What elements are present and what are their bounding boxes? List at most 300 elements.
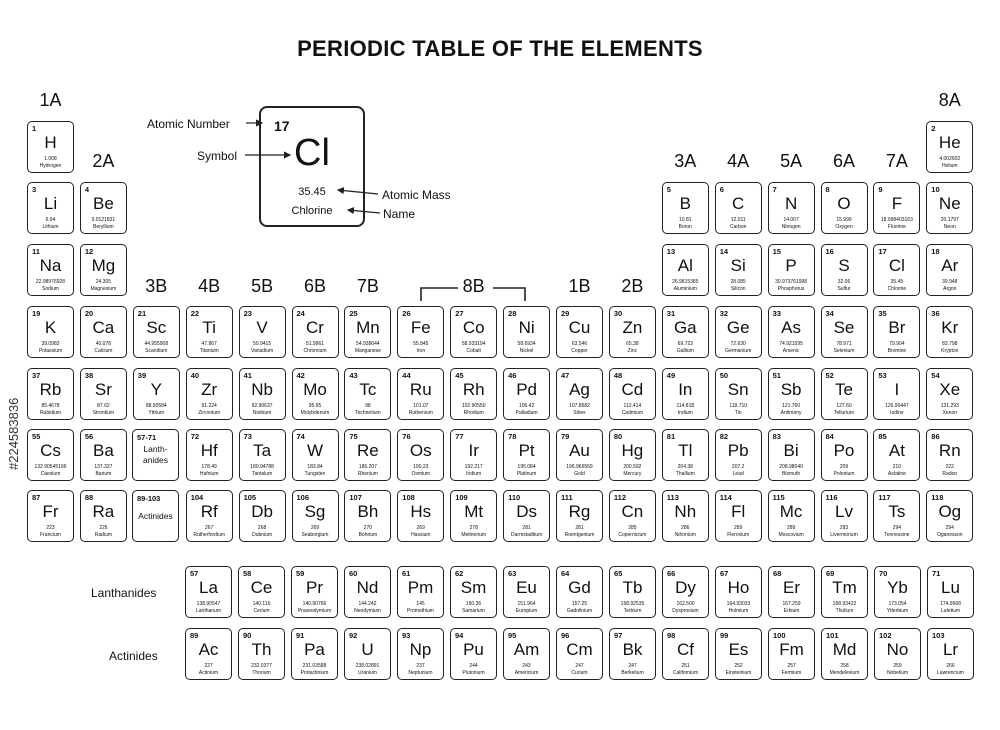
element-symbol: C	[732, 194, 745, 213]
element-name: Barium	[95, 471, 112, 477]
element-name: Moscovium	[778, 532, 804, 538]
element-cell-sm	[450, 566, 497, 618]
element-name: Iron	[416, 348, 426, 354]
element-name: Xenon	[942, 410, 958, 416]
element-symbol: Ca	[92, 318, 115, 337]
element-cell-fm	[768, 628, 815, 680]
element-name: Titanium	[199, 348, 219, 354]
atomic-mass: 281	[522, 525, 531, 531]
element-symbol: Co	[462, 318, 485, 337]
atomic-number: 78	[508, 432, 517, 441]
atomic-mass: 150.36	[465, 601, 482, 607]
element-symbol: Pa	[304, 640, 325, 659]
element-name: Niobium	[252, 410, 272, 416]
element-cell-la	[185, 566, 232, 618]
atomic-number: 20	[84, 309, 94, 318]
atomic-mass: 281	[575, 525, 584, 531]
atomic-mass: 18.998403163	[880, 217, 913, 223]
element-name: Nihonium	[674, 532, 696, 538]
group-label-7b: 7B	[356, 276, 379, 296]
atomic-number: 5	[666, 185, 671, 194]
element-name: Radium	[94, 532, 112, 538]
atomic-mass: 257	[787, 663, 796, 669]
element-cell-no	[874, 628, 921, 680]
element-cell-po	[821, 429, 868, 481]
atomic-number: 113	[666, 493, 679, 502]
element-cell-tb	[609, 566, 656, 618]
element-cell-tc	[344, 368, 391, 420]
atomic-mass: 210	[892, 464, 902, 470]
atomic-number: 31	[666, 309, 676, 318]
atomic-mass: 22.98976928	[35, 279, 66, 285]
atomic-number: 12	[84, 247, 94, 256]
element-symbol: Kr	[941, 318, 959, 337]
element-cell-ts	[873, 490, 920, 542]
element-symbol: Cs	[40, 441, 61, 460]
element-cell-mc	[768, 490, 815, 542]
element-symbol: Sc	[146, 318, 167, 337]
atomic-mass: 209	[839, 464, 849, 470]
element-cell-am	[503, 628, 550, 680]
group-label-3b: 3B	[145, 276, 168, 296]
atomic-mass: 258	[840, 663, 849, 669]
element-symbol: Sm	[460, 578, 487, 597]
element-cell-pd	[503, 368, 550, 420]
atomic-number: 66	[667, 569, 676, 578]
element-name: Lithium	[42, 224, 59, 230]
element-symbol: Tc	[359, 380, 377, 399]
atomic-number: 90	[243, 631, 252, 640]
element-symbol: U	[361, 640, 374, 659]
element-cell-lu	[927, 566, 974, 618]
element-name: Erbium	[783, 608, 800, 614]
element-symbol: Se	[833, 318, 855, 337]
atomic-mass: 269	[310, 525, 320, 531]
element-name: Chromium	[303, 348, 327, 354]
atomic-mass: 158.92535	[620, 601, 645, 607]
atomic-number: 112	[613, 493, 626, 502]
element-cell-ir	[450, 429, 497, 481]
element-symbol: Cn	[621, 502, 644, 521]
atomic-mass: 24.305	[95, 279, 112, 285]
element-symbol: Pt	[518, 441, 535, 460]
element-symbol: K	[44, 318, 57, 337]
element-cell-ti	[186, 306, 233, 358]
atomic-mass: 144.242	[358, 601, 377, 607]
element-name: Tellurium	[833, 410, 854, 416]
atomic-mass: 252	[734, 663, 743, 669]
atomic-mass: 32.06	[837, 279, 851, 285]
atomic-number: 97	[614, 631, 623, 640]
element-name: Lead	[732, 471, 744, 477]
atomic-number: 10	[931, 185, 940, 194]
group-label-2b: 2B	[621, 276, 644, 296]
element-cell-pr	[291, 566, 338, 618]
atomic-mass: 95.95	[308, 403, 322, 409]
element-symbol: Hs	[410, 502, 432, 521]
group-label-6a: 6A	[832, 151, 856, 171]
element-cell-co	[450, 306, 497, 358]
atomic-number: 36	[931, 309, 940, 318]
atomic-mass: 192.217	[464, 464, 483, 470]
atomic-number: 57	[190, 569, 199, 578]
element-cell-rn	[926, 429, 973, 481]
element-cell-sn	[715, 368, 762, 420]
atomic-mass: 107.8682	[569, 403, 590, 409]
element-symbol: Cr	[306, 318, 324, 337]
element-symbol: Pd	[516, 380, 537, 399]
element-name: Phosphorus	[777, 286, 805, 292]
atomic-number: 22	[190, 309, 200, 318]
element-name: Copernicium	[618, 532, 647, 538]
atomic-number: 79	[561, 432, 570, 441]
element-symbol: Og	[938, 502, 962, 521]
element-name: Lawrencium	[937, 670, 964, 676]
element-name: Strontium	[92, 410, 115, 416]
atomic-number: 2	[931, 124, 936, 133]
atomic-number: 61	[402, 569, 411, 578]
atomic-mass: 50.9415	[253, 341, 272, 347]
element-symbol: Ag	[569, 380, 590, 399]
element-name: Magnesium	[90, 286, 117, 292]
element-name: Rhodium	[463, 410, 484, 416]
legend-label-name: Name	[383, 207, 416, 221]
atomic-number: 114	[719, 493, 732, 502]
group-label-1b: 1B	[568, 276, 591, 296]
group-label-4b: 4B	[198, 276, 221, 296]
atomic-mass: 270	[363, 525, 373, 531]
atomic-number: 9	[878, 185, 883, 194]
element-symbol: Ge	[726, 318, 750, 337]
atomic-mass: 51.9961	[305, 341, 325, 347]
element-symbol: Xe	[939, 380, 961, 399]
element-cell-tm	[821, 566, 868, 618]
element-symbol: Tm	[832, 578, 857, 597]
element-cell-si	[715, 244, 762, 296]
element-cell-cf	[662, 628, 709, 680]
element-name: Tungsten	[304, 471, 326, 477]
element-cell-fl	[715, 490, 762, 542]
element-cell-ta	[239, 429, 286, 481]
element-symbol: Cf	[677, 640, 694, 659]
element-name: Scandium	[145, 348, 168, 354]
element-name: Vanadium	[251, 348, 274, 354]
element-symbol: Ra	[92, 502, 115, 521]
element-name: Lutetium	[940, 608, 961, 614]
element-name: Lanthanum	[195, 608, 222, 614]
element-cell-np	[397, 628, 444, 680]
atomic-mass: 232.0377	[251, 663, 272, 669]
atomic-number: 83	[772, 432, 781, 441]
element-cell-rg	[556, 490, 603, 542]
element-name: Thorium	[252, 670, 271, 676]
element-symbol: Ho	[727, 578, 750, 597]
element-symbol: Ru	[409, 380, 432, 399]
atomic-mass: 195.084	[517, 464, 536, 470]
atomic-number: 62	[455, 569, 464, 578]
element-name: Caesium	[40, 471, 61, 477]
element-symbol: Sr	[94, 380, 112, 399]
atomic-mass: 106.42	[518, 403, 535, 409]
atomic-number: 1	[32, 124, 37, 133]
atomic-number: 92	[349, 631, 358, 640]
atomic-number: 67	[720, 569, 729, 578]
atomic-mass: 85.4678	[41, 403, 60, 409]
element-name: Promethium	[407, 608, 434, 614]
atomic-mass: 190.23	[413, 464, 429, 470]
atomic-mass: 112.414	[623, 403, 642, 409]
element-name: Nickel	[519, 348, 534, 354]
atomic-number: 25	[349, 309, 358, 318]
atomic-mass: 293	[839, 525, 849, 531]
atomic-number: 53	[878, 371, 887, 380]
element-cell-eu	[503, 566, 550, 618]
element-name: Rubidium	[39, 410, 62, 416]
atomic-number: 96	[561, 631, 570, 640]
element-symbol: Es	[728, 640, 749, 659]
atomic-mass: 20.1797	[940, 217, 959, 223]
element-name: Antimony	[780, 410, 802, 416]
atomic-number: 41	[243, 371, 252, 380]
element-symbol: Pm	[407, 578, 434, 597]
element-name: Thulium	[835, 608, 854, 614]
atomic-mass: 44.955908	[144, 341, 169, 347]
element-name: Curium	[571, 670, 588, 676]
atomic-mass: 88.90584	[145, 403, 167, 409]
atomic-number: 58	[243, 569, 252, 578]
element-symbol: Sn	[727, 380, 749, 399]
atomic-mass: 266	[946, 663, 955, 669]
atomic-mass: 40.078	[95, 341, 112, 347]
element-symbol: Au	[569, 441, 590, 460]
atomic-mass: 79.904	[889, 341, 905, 347]
element-name: Californium	[672, 670, 699, 676]
atomic-number: 108	[402, 493, 415, 502]
element-symbol: Cl	[888, 256, 905, 275]
element-name: Flerovium	[727, 532, 750, 538]
element-symbol: Re	[357, 441, 379, 460]
atomic-mass: 14.007	[783, 217, 799, 223]
element-name: Berkelium	[621, 670, 644, 676]
element-symbol: Rf	[200, 502, 218, 521]
element-symbol: Ni	[518, 318, 535, 337]
element-symbol: Mt	[464, 502, 484, 521]
element-cell-og	[926, 490, 973, 542]
element-name: Iridium	[466, 471, 482, 477]
element-name: Germanium	[725, 348, 752, 354]
element-cell-te	[821, 368, 868, 420]
element-cell-mn	[344, 306, 391, 358]
element-symbol: No	[886, 640, 909, 659]
element-symbol: Pu	[463, 640, 484, 659]
element-symbol: Md	[832, 640, 857, 659]
atomic-number: 64	[561, 569, 570, 578]
atomic-number: 69	[826, 569, 835, 578]
atomic-number: 102	[879, 631, 892, 640]
atomic-number: 44	[402, 371, 411, 380]
element-symbol: Rg	[568, 502, 591, 521]
element-symbol: Be	[92, 194, 114, 213]
atomic-mass: 137.327	[94, 464, 113, 470]
element-cell-zr	[186, 368, 233, 420]
element-cell-bk	[609, 628, 656, 680]
element-cell-cr	[292, 306, 339, 358]
element-cell-sb	[768, 368, 815, 420]
atomic-mass: 12.011	[730, 217, 746, 223]
element-name: Zirconium	[198, 410, 221, 416]
element-cell-bi	[768, 429, 815, 481]
element-cell-xe	[926, 368, 973, 420]
placeholder-number: 57-71	[137, 433, 157, 442]
atomic-number: 56	[84, 432, 94, 441]
atomic-number: 7	[772, 185, 777, 194]
element-symbol: Fl	[731, 502, 746, 521]
atomic-number: 34	[825, 309, 834, 318]
group-label-5b: 5B	[251, 276, 274, 296]
atomic-number: 81	[666, 432, 676, 441]
atomic-number: 93	[402, 631, 411, 640]
element-cell-cd	[609, 368, 656, 420]
atomic-number: 37	[32, 371, 41, 380]
element-name: Chlorine	[887, 286, 907, 292]
element-cell-ce	[238, 566, 285, 618]
element-cell-fe	[397, 306, 444, 358]
atomic-number: 28	[508, 309, 517, 318]
element-name: Uranium	[358, 670, 377, 676]
element-symbol: Cd	[621, 380, 644, 399]
atomic-number: 54	[931, 371, 940, 380]
atomic-mass: 39.0983	[41, 341, 60, 347]
element-name: Palladium	[515, 410, 538, 416]
atomic-mass: 121.760	[782, 403, 801, 409]
atomic-mass: 267	[205, 525, 214, 531]
atomic-number: 60	[349, 569, 358, 578]
element-name: Astatine	[887, 471, 906, 477]
element-name: Gallium	[676, 348, 694, 354]
element-symbol: In	[678, 380, 693, 399]
element-symbol: Hg	[621, 441, 644, 460]
atomic-mass: 58.933194	[461, 341, 486, 347]
element-symbol: Al	[677, 256, 693, 275]
element-name: Rutherfordium	[193, 532, 226, 538]
element-name: Darmstadtium	[511, 532, 543, 538]
atomic-number: 35	[878, 309, 887, 318]
atomic-number: 4	[84, 185, 90, 194]
element-symbol: Pb	[727, 441, 749, 460]
element-cell-se	[821, 306, 868, 358]
element-symbol: Nb	[251, 380, 273, 399]
atomic-number: 95	[508, 631, 517, 640]
atomic-number: 45	[455, 371, 464, 380]
element-symbol: Bh	[357, 502, 379, 521]
legend-symbol: Cl	[294, 132, 330, 174]
atomic-number: 6	[719, 185, 724, 194]
element-name: Gadolinium	[566, 608, 593, 614]
atomic-mass: 114.818	[676, 403, 695, 409]
atomic-mass: 247	[575, 663, 584, 669]
element-name: Seaborgium	[301, 532, 329, 538]
element-symbol: B	[679, 194, 691, 213]
element-name: Dysprosium	[672, 608, 699, 614]
atomic-number: 111	[561, 493, 573, 502]
element-cell-at	[873, 429, 920, 481]
atomic-mass: 157.25	[571, 601, 588, 607]
atomic-number: 109	[455, 493, 468, 502]
atomic-mass: 294	[945, 525, 954, 531]
atomic-mass: 285	[628, 525, 637, 531]
element-cell-sr	[80, 368, 127, 420]
element-cell-li	[27, 182, 74, 234]
element-cell-rf	[186, 490, 233, 542]
element-symbol: Db	[251, 502, 273, 521]
element-name: Boron	[678, 224, 692, 230]
atomic-mass: 47.867	[201, 341, 217, 347]
atomic-mass: 251	[681, 663, 690, 669]
element-symbol: Rn	[938, 441, 961, 460]
element-cell-as	[768, 306, 815, 358]
element-symbol: Cm	[566, 640, 593, 659]
atomic-mass: 164.93033	[726, 601, 751, 607]
element-symbol: Rb	[39, 380, 62, 399]
element-cell-zn	[609, 306, 656, 358]
element-cell-ge	[715, 306, 762, 358]
element-cell-mg	[80, 244, 127, 296]
atomic-mass: 247	[628, 663, 637, 669]
atomic-number: 50	[719, 371, 729, 380]
element-symbol: Fm	[779, 640, 804, 659]
element-cell-pa	[291, 628, 338, 680]
element-cell-ho	[715, 566, 762, 618]
atomic-mass: 167.259	[782, 601, 801, 607]
atomic-mass: 227	[204, 663, 213, 669]
element-cell-ra	[80, 490, 127, 542]
element-name: Meitnerium	[461, 532, 487, 538]
atomic-mass: 63.546	[571, 341, 588, 347]
element-name: Helium	[942, 163, 958, 169]
atomic-number: 65	[614, 569, 623, 578]
atomic-mass: 174.9668	[940, 601, 961, 607]
element-cell-cu	[556, 306, 603, 358]
element-cell-fr	[27, 490, 74, 542]
atomic-number: 49	[666, 371, 676, 380]
element-symbol: Dy	[675, 578, 696, 597]
element-name: Osmium	[411, 471, 431, 477]
atomic-number: 91	[296, 631, 305, 640]
atomic-mass: 78.971	[836, 341, 852, 347]
atomic-mass: 28.085	[730, 279, 746, 285]
atomic-number: 84	[825, 432, 834, 441]
element-name: Potassium	[38, 348, 63, 354]
row-label-lanthanides: Lanthanides	[91, 586, 157, 600]
atomic-mass: 268	[257, 525, 267, 531]
group-label-3a: 3A	[674, 151, 697, 171]
actinides-placeholder	[132, 490, 179, 542]
atomic-number: 18	[931, 247, 940, 256]
atomic-mass: 10.81	[679, 217, 692, 223]
page-title: PERIODIC TABLE OF THE ELEMENTS	[297, 36, 703, 61]
element-symbol: W	[306, 441, 324, 460]
atomic-mass: 204.38	[677, 464, 693, 470]
atomic-number: 15	[772, 247, 781, 256]
element-cell-nb	[239, 368, 286, 420]
element-name: Sulfur	[837, 286, 851, 292]
atomic-number: 3	[32, 185, 37, 194]
atomic-mass: 9.0121831	[91, 217, 116, 223]
element-name: Bohrium	[358, 532, 378, 538]
atomic-mass: 145	[416, 601, 425, 607]
element-name: Livermorium	[830, 532, 858, 538]
atomic-number: 86	[931, 432, 940, 441]
